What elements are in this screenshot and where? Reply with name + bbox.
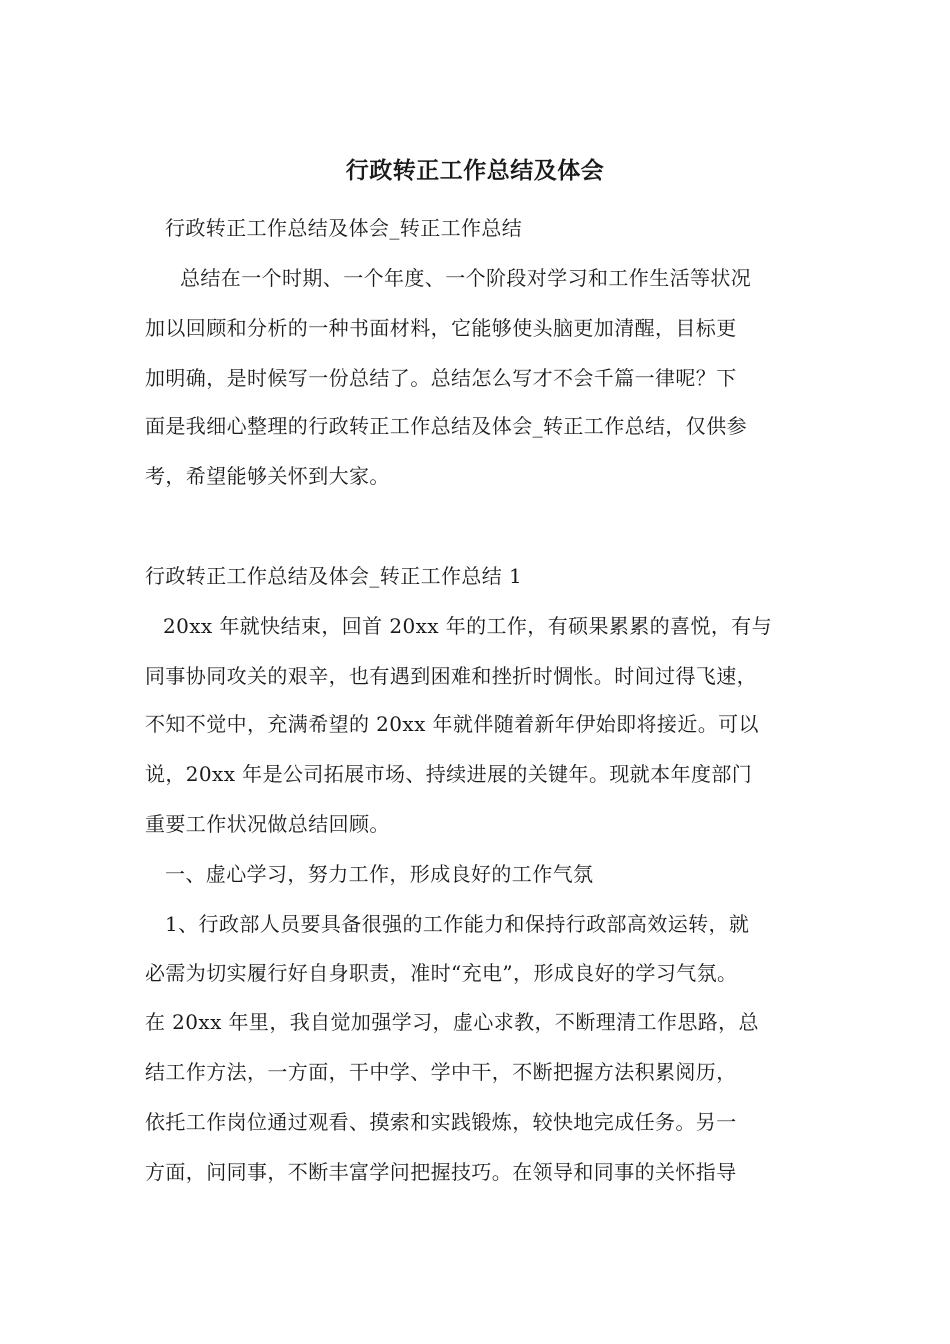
intro-line: 加明确，是时候写一份总结了。总结怎么写才不会千篇一律呢？下 — [145, 366, 737, 390]
document-subtitle: 行政转正工作总结及体会_转正工作总结 — [165, 216, 523, 240]
paragraph-line: 结工作方法，一方面，干中学、学中干，不断把握方法积累阅历， — [145, 1060, 737, 1084]
intro-line: 考，希望能够关怀到大家。 — [145, 464, 390, 488]
section-heading: 行政转正工作总结及体会_转正工作总结 1 — [145, 564, 523, 588]
intro-line: 加以回顾和分析的一种书面材料，它能够使头脑更加清醒，目标更 — [145, 316, 737, 340]
paragraph-line: 方面，问同事，不断丰富学问把握技巧。在领导和同事的关怀指导 — [145, 1160, 737, 1184]
document-title: 行政转正工作总结及体会 — [345, 157, 605, 184]
point-heading: 一、虚心学习，努力工作，形成良好的工作气氛 — [165, 862, 594, 886]
intro-line: 面是我细心整理的行政转正工作总结及体会_转正工作总结，仅供参 — [145, 414, 747, 438]
paragraph-line: 重要工作状况做总结回顾。 — [145, 812, 390, 836]
paragraph-line: 说，20xx 年是公司拓展市场、持续进展的关键年。现就本年度部门 — [145, 762, 753, 786]
paragraph-line: 不知不觉中，充满希望的 20xx 年就伴随着新年伊始即将接近。可以 — [145, 712, 759, 736]
paragraph-line: 20xx 年就快结束，回首 20xx 年的工作，有硕果累累的喜悦，有与 — [163, 614, 773, 638]
paragraph-line: 1、行政部人员要具备很强的工作能力和保持行政部高效运转，就 — [165, 912, 750, 936]
paragraph-line: 必需为切实履行好自身职责，准时“充电”，形成良好的学习气氛。 — [145, 961, 738, 985]
paragraph-line: 同事协同攻关的艰辛，也有遇到困难和挫折时惆怅。时间过得飞速， — [145, 664, 757, 688]
paragraph-line: 依托工作岗位通过观看、摸索和实践锻炼，较快地完成任务。另一 — [145, 1110, 737, 1134]
intro-line: 总结在一个时期、一个年度、一个阶段对学习和工作生活等状况 — [180, 266, 752, 290]
paragraph-line: 在 20xx 年里，我自觉加强学习，虚心求教，不断理清工作思路，总 — [145, 1010, 759, 1034]
